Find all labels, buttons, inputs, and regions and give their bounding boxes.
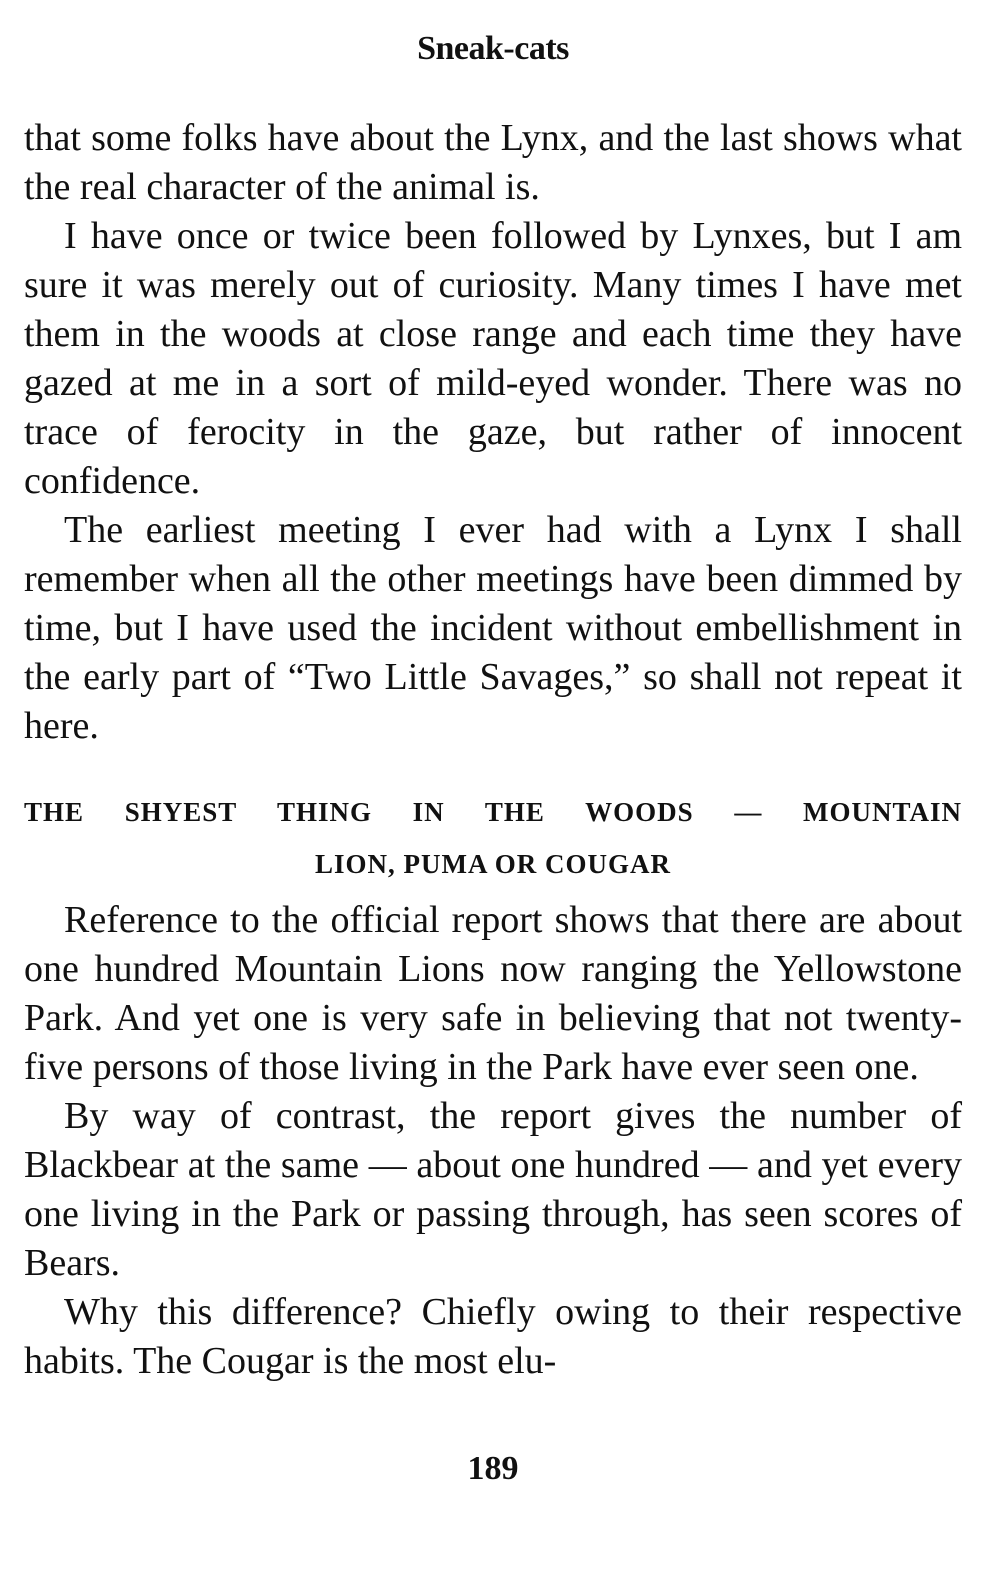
paragraph-lynx-curiosity: I have once or twice been followed by Lynxes, but I am sure it was merely out of curiosity. Many times I have met them in the woods at close range and each time they have gazed at me in a sort of mild-eyed wonder. There was no trace of ferocity in the gaze, but rather of innocent confidence. bbox=[24, 215, 962, 502]
paragraph-why-difference: Why this difference? Chiefly owing to their respective habits. The Cougar is the most elu- bbox=[24, 1291, 962, 1382]
text-block-cougar bbox=[24, 896, 962, 1386]
section-heading-line-1: THE SHYEST THING IN THE WOODS — MOUNTAIN bbox=[24, 797, 962, 827]
paragraph-official-report: Reference to the official report shows that there are about one hundred Mountain Lions now ranging the Yellowstone Park. And yet one is very safe in believing that not twenty-five persons of those living in the Park have ever seen one. bbox=[24, 899, 962, 1088]
text-block-lynx bbox=[24, 114, 962, 751]
book-page bbox=[24, 0, 962, 1573]
section-heading-line-2: LION, PUMA OR COUGAR bbox=[315, 849, 671, 879]
page-number: 189 bbox=[467, 1450, 519, 1487]
paragraph-lynx-earliest-meeting: The earliest meeting I ever had with a Lynx I shall remember when all the other meetings have been dimmed by time, but I have used the incident without embellishment in the early part of “Two Little Savages,” so shall not repeat it here. bbox=[24, 509, 962, 747]
section-heading bbox=[24, 786, 962, 890]
running-head: Sneak-cats bbox=[417, 30, 569, 67]
paragraph-blackbear-contrast: By way of contrast, the report gives the number of Blackbear at the same — about one hundred — and yet every one living in the Park or passing through, has seen scores of Bears. bbox=[24, 1095, 962, 1284]
paragraph-lynx-continued: that some folks have about the Lynx, and the last shows what the real character of the animal is. bbox=[24, 117, 962, 208]
